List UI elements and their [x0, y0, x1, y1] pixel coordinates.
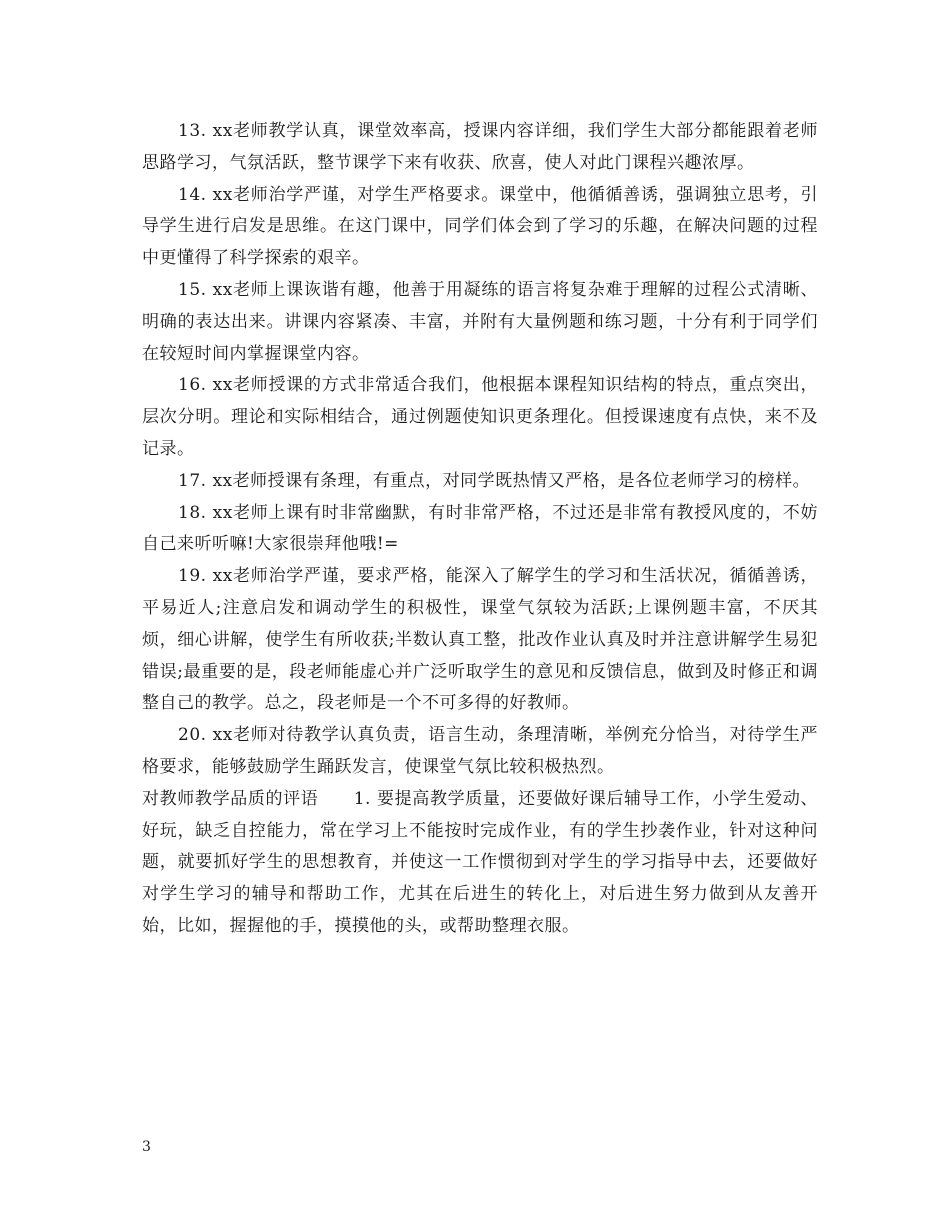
paragraph-17: 17. xx老师授课有条理，有重点，对同学既热情又严格，是各位老师学习的榜样。 [178, 470, 811, 491]
final-paragraph: 对教师教学品质的评语 1. 要提高教学质量，还要做好课后辅导工作，小学生爱动、好玩，缺乏自控能力，常在学习上不能按时完成作业，有的学生抄袭作业，针对这种问题，就要抓好学生的思想教育，并使这一工作惯彻到对学生的学习指导中去，还要做好对学生学习的辅导和帮助工作，尤其在后进生的转化上，对后进生努力做到从友善开始，比如，握握他的手，摸摸他的头，或帮助整理衣服。 [142, 788, 818, 936]
paragraph-13: 13. xx老师教学认真，课堂效率高，授课内容详细，我们学生大部分都能跟着老师思路学习，气氛活跃，整节课学下来有收获、欣喜，使人对此门课程兴趣浓厚。 [142, 121, 818, 173]
document-body [142, 116, 818, 943]
page-number: 3 [142, 1139, 151, 1155]
paragraph-16: 16. xx老师授课的方式非常适合我们，他根据本课程知识结构的特点，重点突出，层次分明。理论和实际相结合，通过例题使知识更条理化。但授课速度有点快，来不及记录。 [142, 375, 818, 459]
paragraph-20: 20. xx老师对待教学认真负责，语言生动，条理清晰，举例充分恰当，对待学生严格要求，能够鼓励学生踊跃发言，使课堂气氛比较积极热烈。 [142, 725, 818, 777]
paragraph-18: 18. xx老师上课有时非常幽默，有时非常严格，不过还是非常有教授风度的，不妨自己来听听嘛!大家很崇拜他哦!= [142, 502, 818, 555]
paragraph-15: 15. xx老师上课诙谐有趣，他善于用凝练的语言将复杂难于理解的过程公式清晰、明确的表达出来。讲课内容紧凑、丰富，并附有大量例题和练习题，十分有利于同学们在较短时间内掌握课堂内容。 [142, 279, 818, 364]
paragraph-19: 19. xx老师治学严谨，要求严格，能深入了解学生的学习和生活状况，循循善诱，平易近人;注意启发和调动学生的积极性，课堂气氛较为活跃;上课例题丰富，不厌其烦，细心讲解，使学生有所收获;半数认真工整，批改作业认真及时并注意讲解学生易犯错误;最重要的是，段老师能虚心并广泛听取学生的意见和反馈信息，做到及时修正和调整自己的教学。总之，段老师是一个不可多得的好教师。 [142, 566, 818, 714]
paragraph-14: 14. xx老师治学严谨，对学生严格要求。课堂中，他循循善诱，强调独立思考，引导学生进行启发是思维。在这门课中，同学们体会到了学习的乐趣，在解决问题的过程中更懂得了科学探索的艰辛。 [142, 184, 818, 269]
